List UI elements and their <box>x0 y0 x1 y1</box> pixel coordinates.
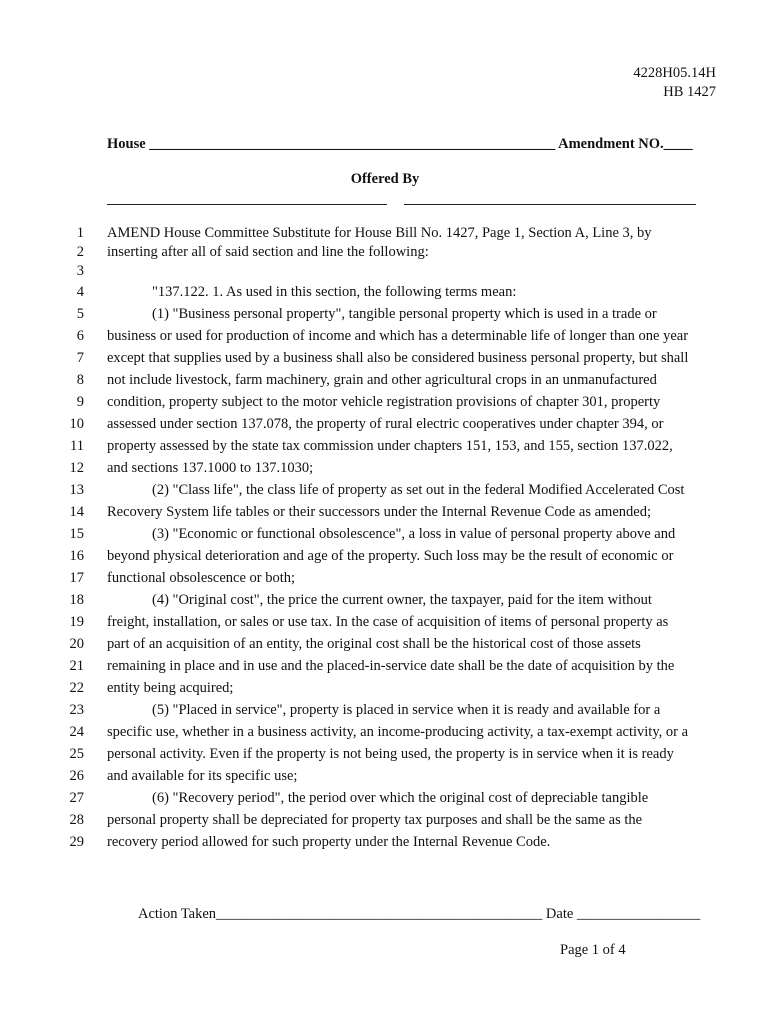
line-number: 9 <box>76 394 84 410</box>
document-line <box>0 589 770 611</box>
document-line <box>0 347 770 369</box>
document-line <box>0 567 770 589</box>
line-text: assessed under section 137.078, the property of rural electric cooperatives under chapter 394, or <box>107 416 664 432</box>
document-line <box>0 243 770 262</box>
document-line <box>0 699 770 721</box>
line-number: 24 <box>69 724 84 740</box>
line-text: condition, property subject to the motor vehicle registration provisions of chapter 301, property <box>107 394 661 410</box>
signature-line-left <box>107 204 387 205</box>
document-line <box>0 633 770 655</box>
line-text: personal property shall be depreciated for property tax purposes and shall be the same as the <box>107 812 643 828</box>
document-line <box>0 501 770 523</box>
line-number: 8 <box>76 372 84 388</box>
line-text: functional obsolescence or both; <box>107 570 296 586</box>
line-number: 13 <box>69 482 84 498</box>
document-line <box>0 655 770 677</box>
line-text: recovery period allowed for such property under the Internal Revenue Code. <box>107 834 551 850</box>
line-text: (1) "Business personal property", tangible personal property which is used in a trade or <box>152 306 657 322</box>
line-number: 15 <box>69 526 84 542</box>
line-number: 28 <box>69 812 84 828</box>
line-text: AMEND House Committee Substitute for House Bill No. 1427, Page 1, Section A, Line 3, by <box>107 225 652 241</box>
line-text: specific use, whether in a business activity, an income-producing activity, a tax-exempt activity, or a <box>107 724 689 740</box>
line-text: business or used for production of income and which has a determinable life of longer than one year <box>107 328 689 344</box>
document-line <box>0 369 770 391</box>
document-line <box>0 325 770 347</box>
line-text: and sections 137.1000 to 137.1030; <box>107 460 314 476</box>
line-text: freight, installation, or sales or use tax. In the case of acquisition of items of personal property as <box>107 614 669 630</box>
document-line <box>0 721 770 743</box>
line-number: 18 <box>69 592 84 608</box>
line-number: 3 <box>76 263 84 279</box>
amendment-header: House ________________________________________________________ Amendment NO.____ <box>107 136 693 152</box>
line-number: 17 <box>69 570 84 586</box>
line-number: 19 <box>69 614 84 630</box>
amendment-body <box>0 224 770 853</box>
line-number: 4 <box>76 284 84 300</box>
line-number: 2 <box>76 244 84 260</box>
signature-line-right <box>404 204 696 205</box>
line-text: (6) "Recovery period", the period over which the original cost of depreciable tangible <box>152 790 649 806</box>
line-text: part of an acquisition of an entity, the original cost shall be the historical cost of those assets <box>107 636 641 652</box>
document-line <box>0 413 770 435</box>
line-text: property assessed by the state tax commission under chapters 151, 153, and 155, section 137.022, <box>107 438 673 454</box>
line-number: 20 <box>69 636 84 652</box>
line-text: "137.122. 1. As used in this section, the following terms mean: <box>152 284 517 300</box>
document-line <box>0 479 770 501</box>
document-line <box>0 677 770 699</box>
line-number: 7 <box>76 350 84 366</box>
line-number: 10 <box>69 416 84 432</box>
line-number: 21 <box>69 658 84 674</box>
bill-number: HB 1427 <box>663 84 716 100</box>
offered-by-label: Offered By <box>350 171 420 187</box>
line-text: beyond physical deterioration and age of the property. Such loss may be the result of economic or <box>107 548 674 564</box>
document-line <box>0 224 770 243</box>
line-number: 11 <box>70 438 84 454</box>
line-number: 16 <box>69 548 84 564</box>
action-taken-line: Action Taken_____________________________________________ Date _________________ <box>138 906 701 922</box>
line-number: 26 <box>69 768 84 784</box>
line-text: (4) "Original cost", the price the current owner, the taxpayer, paid for the item without <box>152 592 652 608</box>
line-text: not include livestock, farm machinery, grain and other agricultural crops in an unmanufactured <box>107 372 657 388</box>
page-number: Page 1 of 4 <box>560 942 626 958</box>
document-line <box>0 743 770 765</box>
line-text: (5) "Placed in service", property is placed in service when it is ready and available for a <box>152 702 661 718</box>
document-line <box>0 545 770 567</box>
line-text: except that supplies used by a business shall also be considered business personal property, but shall <box>107 350 689 366</box>
line-number: 29 <box>69 834 84 850</box>
line-text: Recovery System life tables or their successors under the Internal Revenue Code as amended; <box>107 504 651 520</box>
line-text: entity being acquired; <box>107 680 234 696</box>
document-line <box>0 262 770 281</box>
document-line <box>0 435 770 457</box>
document-line <box>0 391 770 413</box>
line-number: 22 <box>69 680 84 696</box>
line-text: inserting after all of said section and line the following: <box>107 244 429 260</box>
line-number: 6 <box>76 328 84 344</box>
document-line <box>0 787 770 809</box>
line-number: 25 <box>69 746 84 762</box>
line-text: personal activity. Even if the property is not being used, the property is in service when it is ready <box>107 746 674 762</box>
line-text: (3) "Economic or functional obsolescence", a loss in value of personal property above and <box>152 526 676 542</box>
document-line <box>0 809 770 831</box>
document-line <box>0 281 770 303</box>
line-number: 23 <box>69 702 84 718</box>
line-number: 12 <box>69 460 84 476</box>
line-number: 14 <box>69 504 84 520</box>
line-text: and available for its specific use; <box>107 768 298 784</box>
line-number: 1 <box>76 225 84 241</box>
document-line <box>0 523 770 545</box>
line-text: (2) "Class life", the class life of property as set out in the federal Modified Accelerated Cost <box>152 482 685 498</box>
document-line <box>0 831 770 853</box>
document-line <box>0 611 770 633</box>
line-number: 27 <box>69 790 84 806</box>
document-line <box>0 457 770 479</box>
line-number: 5 <box>76 306 84 322</box>
document-id-block <box>633 64 716 102</box>
document-line <box>0 765 770 787</box>
document-id: 4228H05.14H <box>633 65 716 81</box>
document-line <box>0 303 770 325</box>
line-text: remaining in place and in use and the placed-in-service date shall be the date of acquisition by the <box>107 658 675 674</box>
